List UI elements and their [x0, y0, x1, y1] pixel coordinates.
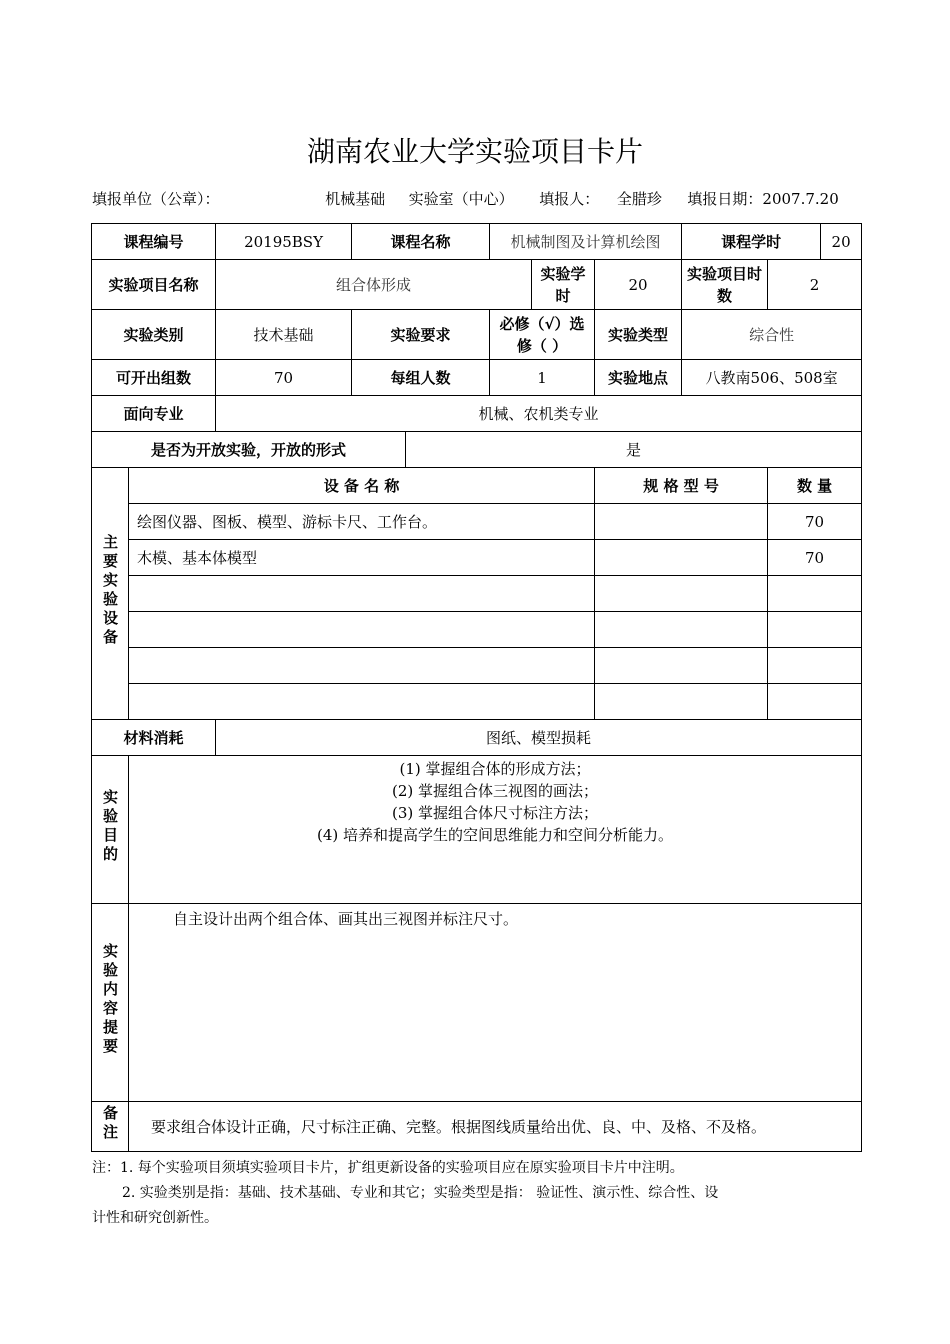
filler-value: 全腊珍	[616, 190, 662, 208]
equipment-qty	[768, 612, 862, 648]
row-purpose	[92, 756, 862, 904]
row-materials	[92, 720, 862, 756]
project-hours: 2	[768, 260, 862, 310]
footnotes	[92, 1156, 862, 1231]
type-label: 实验类型	[595, 310, 682, 360]
equipment-name	[129, 612, 595, 648]
date-value: 2007.7.20	[762, 190, 839, 208]
equipment-qty	[768, 684, 862, 720]
meta-line	[92, 188, 862, 209]
open-label: 是否为开放实验，开放的形式	[92, 432, 406, 468]
table-row	[92, 684, 862, 720]
equipment-spec	[595, 612, 768, 648]
equipment-spec	[595, 540, 768, 576]
row-major	[92, 396, 862, 432]
equipment-qty	[768, 648, 862, 684]
exp-hours-label: 实验学时	[532, 260, 595, 310]
purpose-label: 实验目的	[92, 756, 129, 904]
note-line: 2. 实验类别是指：基础、技术基础、专业和其它；实验类型是指： 验证性、演示性、综合性、设	[122, 1185, 719, 1201]
row-course	[92, 224, 862, 260]
location: 八教南506、508室	[682, 360, 862, 396]
major: 机械、农机类专业	[216, 396, 862, 432]
course-name-label: 课程名称	[352, 224, 490, 260]
row-content	[92, 904, 862, 1102]
equipment-name	[129, 684, 595, 720]
purpose-item: (3) 掌握组合体尺寸标注方法；	[392, 804, 599, 822]
per-group-label: 每组人数	[352, 360, 490, 396]
row-open	[92, 432, 862, 468]
purpose-list	[129, 756, 862, 904]
purpose-item: (2) 掌握组合体三视图的画法；	[392, 782, 599, 800]
category: 技术基础	[216, 310, 352, 360]
exp-hours: 20	[595, 260, 682, 310]
unit-label: 填报单位（公章）：	[92, 190, 220, 208]
course-name: 机械制图及计算机绘图	[490, 224, 682, 260]
purpose-item: (4) 培养和提高学生的空间思维能力和空间分析能力。	[317, 826, 674, 844]
row-category	[92, 310, 862, 360]
table-row	[92, 540, 862, 576]
project-name-label: 实验项目名称	[92, 260, 216, 310]
remarks-label: 备注	[92, 1102, 129, 1152]
lab-label: 实验室（中心）	[408, 190, 514, 208]
location-label: 实验地点	[595, 360, 682, 396]
equipment-spec	[595, 576, 768, 612]
table-row	[92, 648, 862, 684]
equipment-spec	[595, 684, 768, 720]
table-row	[92, 504, 862, 540]
course-hours: 20	[821, 224, 862, 260]
table-row	[92, 612, 862, 648]
materials-label: 材料消耗	[92, 720, 216, 756]
content-label: 实验内容提要	[92, 904, 129, 1102]
course-hours-label: 课程学时	[682, 224, 821, 260]
major-label: 面向专业	[92, 396, 216, 432]
equipment-header-row	[92, 468, 862, 504]
equipment-qty: 70	[768, 504, 862, 540]
requirement-label: 实验要求	[352, 310, 490, 360]
purpose-item: (1) 掌握组合体的形成方法；	[399, 760, 591, 778]
project-hours-label: 实验项目时数	[682, 260, 768, 310]
course-no: 20195BSY	[216, 224, 352, 260]
content-text: 自主设计出两个组合体、画其出三视图并标注尺寸。	[129, 904, 862, 1102]
category-label: 实验类别	[92, 310, 216, 360]
equipment-name: 木模、基本体模型	[129, 540, 595, 576]
equipment-section-label: 主要实验设备	[92, 468, 129, 720]
unit-value: 机械基础	[325, 190, 386, 208]
date-label: 填报日期：	[687, 190, 763, 208]
row-groups	[92, 360, 862, 396]
equipment-qty	[768, 576, 862, 612]
remarks-text: 要求组合体设计正确，尺寸标注正确、完整。根据图线质量给出优、良、中、及格、不及格。	[129, 1102, 862, 1152]
groups-label: 可开出组数	[92, 360, 216, 396]
page-title: 湖南农业大学实验项目卡片	[306, 135, 643, 168]
equipment-spec-header: 规 格 型 号	[595, 468, 768, 504]
equipment-name: 绘图仪器、图板、模型、游标卡尺、工作台。	[129, 504, 595, 540]
project-card-table	[91, 223, 862, 1152]
equipment-qty-header: 数 量	[768, 468, 862, 504]
requirement: 必修（√）选修（ ）	[490, 310, 595, 360]
row-remarks	[92, 1102, 862, 1152]
filler-label: 填报人：	[539, 190, 600, 208]
equipment-spec	[595, 648, 768, 684]
note-line: 注：1. 每个实验项目须填实验项目卡片，扩组更新设备的实验项目应在原实验项目卡片中注明。	[92, 1160, 684, 1176]
note-line: 计性和研究创新性。	[92, 1210, 218, 1226]
equipment-name	[129, 576, 595, 612]
equipment-spec	[595, 504, 768, 540]
equipment-name	[129, 648, 595, 684]
open: 是	[406, 432, 862, 468]
equipment-name-header: 设 备 名 称	[129, 468, 595, 504]
per-group: 1	[490, 360, 595, 396]
row-project	[92, 260, 862, 310]
type: 综合性	[682, 310, 862, 360]
materials-value: 图纸、模型损耗	[216, 720, 862, 756]
project-name: 组合体形成	[216, 260, 532, 310]
table-row	[92, 576, 862, 612]
course-no-label: 课程编号	[92, 224, 216, 260]
groups: 70	[216, 360, 352, 396]
equipment-qty: 70	[768, 540, 862, 576]
